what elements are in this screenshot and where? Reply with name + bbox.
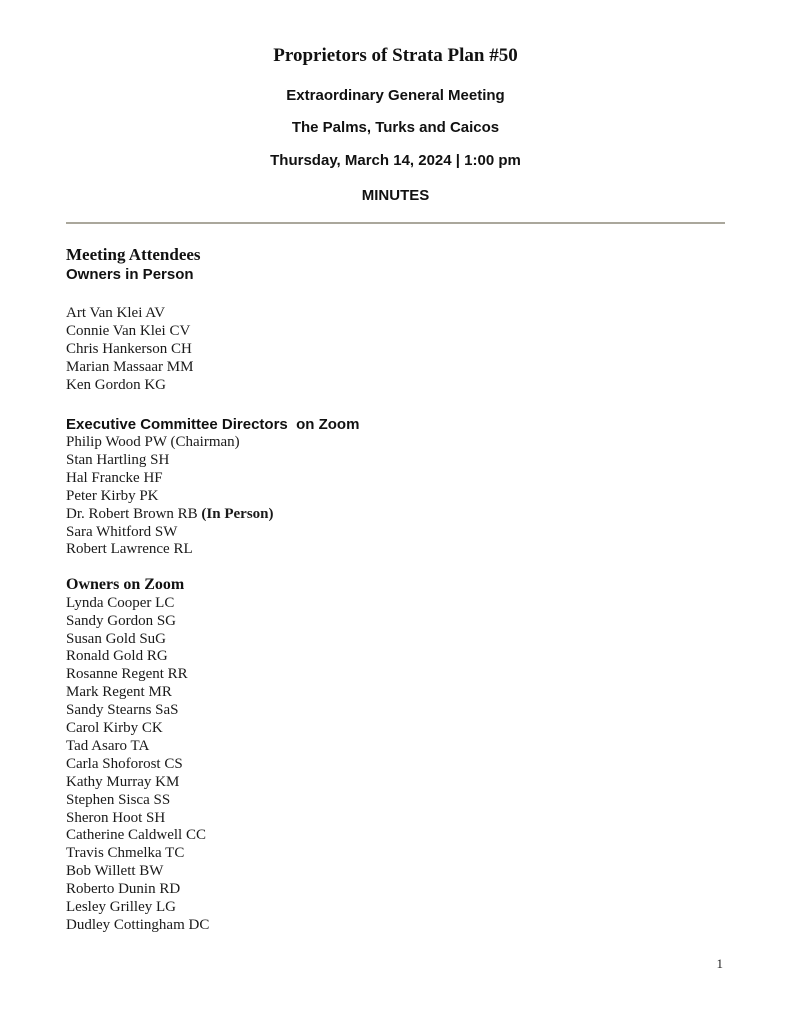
attendee: Sandy Stearns SaS [66, 702, 179, 719]
exec-directors-list [66, 434, 725, 559]
attendee: Rosanne Regent RR [66, 666, 188, 683]
attendee: Ken Gordon KG [66, 377, 166, 394]
meeting-location: The Palms, Turks and Caicos [291, 119, 500, 137]
attendee: Susan Gold SuG [66, 630, 167, 647]
owners-on-zoom-list [66, 595, 725, 935]
attendee: Catherine Caldwell CC [66, 827, 206, 844]
attendee: Carla Shoforost CS [66, 755, 183, 772]
attendee: Dudley Cottingham DC [66, 917, 210, 934]
attendee-name-part: Dr. Robert Brown RB [66, 505, 202, 522]
attendee: Carol Kirby CK [66, 720, 163, 737]
attendee: Connie Van Klei CV [66, 323, 191, 340]
attendee: Roberto Dunin RD [66, 881, 181, 898]
attendee: Kathy Murray KM [66, 773, 180, 790]
attendee: Robert Lawrence RL [66, 541, 193, 558]
attendee: Marian Massaar MM [66, 359, 194, 376]
attendee: Lynda Cooper LC [66, 594, 175, 611]
meeting-datetime: Thursday, March 14, 2024 | 1:00 pm [270, 151, 521, 169]
document-body [0, 224, 791, 935]
document-header [0, 0, 791, 205]
attendee: Sandy Gordon SG [66, 612, 177, 629]
attendee: Chris Hankerson CH [66, 341, 192, 358]
attendee: Stan Hartling SH [66, 451, 170, 468]
attendee-bold-part: (In Person) [201, 505, 274, 522]
owners-in-person-heading: Owners in Person [66, 266, 194, 284]
attendee: Mark Regent MR [66, 684, 172, 701]
attendee: Peter Kirby PK [66, 487, 159, 504]
attendee: Sara Whitford SW [66, 523, 178, 540]
attendee: Tad Asaro TA [66, 737, 150, 754]
attendee: Hal Francke HF [66, 469, 163, 486]
attendee: Ronald Gold RG [66, 648, 168, 665]
attendee [66, 506, 725, 524]
attendees-heading: Meeting Attendees [66, 244, 201, 264]
attendee: Sheron Hoot SH [66, 809, 166, 826]
attendee: Philip Wood PW (Chairman) [66, 433, 240, 450]
attendee: Art Van Klei AV [66, 305, 166, 322]
exec-directors-heading: Executive Committee Directors on Zoom [66, 415, 360, 433]
document-title: Proprietors of Strata Plan #50 [273, 45, 518, 66]
page-number: 1 [716, 956, 723, 971]
doc-type-label: MINUTES [361, 187, 430, 205]
meeting-type: Extraordinary General Meeting [286, 86, 505, 104]
attendee: Bob Willett BW [66, 863, 164, 880]
attendee: Lesley Grilley LG [66, 899, 176, 916]
owners-on-zoom-heading: Owners on Zoom [66, 576, 185, 594]
attendee: Stephen Sisca SS [66, 791, 171, 808]
owners-in-person-list [66, 305, 725, 395]
attendee: Travis Chmelka TC [66, 845, 185, 862]
